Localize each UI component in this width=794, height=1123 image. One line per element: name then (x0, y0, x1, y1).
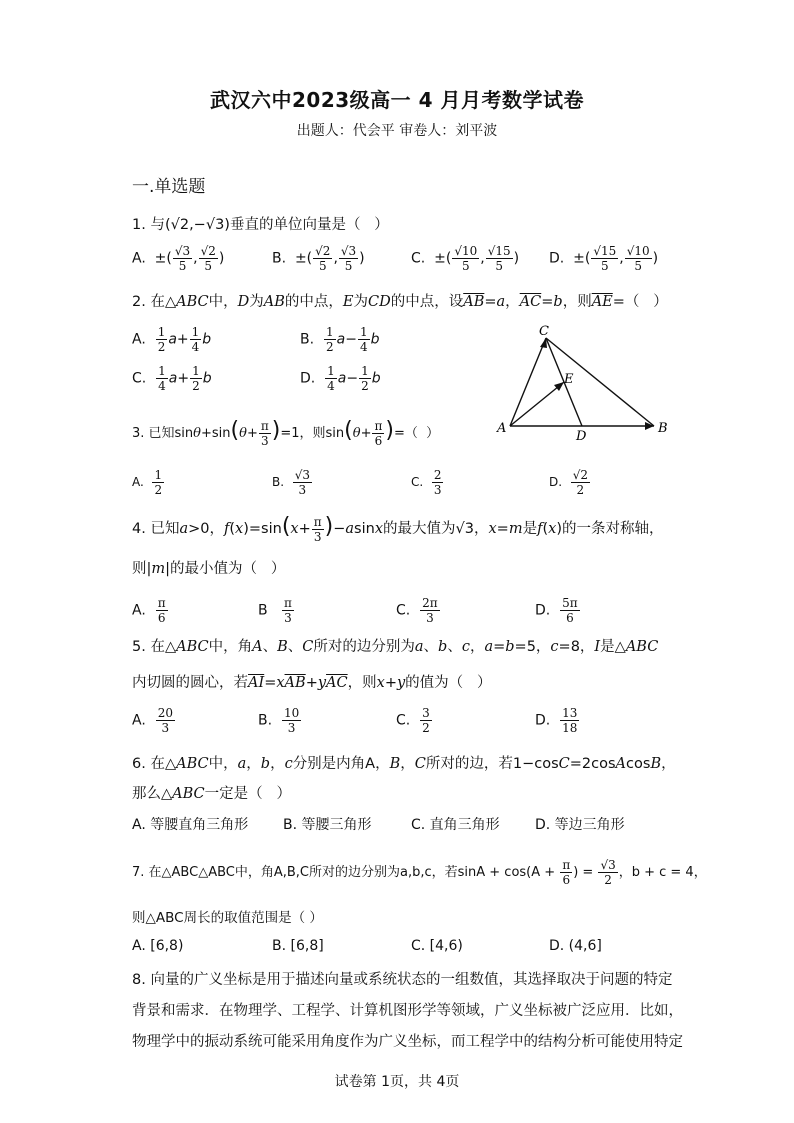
q1-option-b: B. ±( $\frac{√2}{5}$ , $\frac{√3}{5}$ ) (272, 244, 365, 273)
label-c: C (539, 324, 549, 339)
q5-option-c: C. $\frac{3}{2}$ (396, 706, 430, 735)
q4-option-d: D. $\frac{5\pi}{6}$ (535, 596, 578, 625)
q2-option-b: B. $\frac{1}{2}$ a− $\frac{1}{4}$ b (300, 325, 380, 354)
q4-stem: 4. 已知a>0，f(x)=sin(x+ $\frac{\pi}{3}$ )−asinx的最大值为√3，x=m是f(x)的一条对称轴， (132, 514, 664, 544)
label-b: B (658, 421, 668, 436)
q6-stem-2: 那么△ABC一定是（ ） (132, 786, 291, 802)
q1-option-d: D. ±( $\frac{√15}{5}$ , $\frac{√10}{5}$ ) (549, 244, 659, 273)
q7-stem-2: 则△ABC周长的取值范围是（ ） (132, 910, 323, 926)
q4-stem-2: 则|m|的最小值为（ ） (132, 561, 286, 577)
q1-option-a: A. ±( $\frac{√3}{5}$ , $\frac{√2}{5}$ ) (132, 244, 225, 273)
q6-option-a: A. 等腰直角三角形 (132, 817, 249, 833)
q6-option-c: C. 直角三角形 (411, 817, 500, 833)
exam-authors: 出题人：代会平 审卷人：刘平波 (296, 123, 498, 139)
q3-option-a: A. $\frac{1}{2}$ (132, 468, 163, 497)
q7-option-c: C. [4,6) (411, 938, 463, 954)
q3-option-b: B. $\frac{√3}{3}$ (272, 468, 310, 497)
q5-option-a: A. $\frac{20}{3}$ (132, 706, 173, 735)
section-heading: 一.单选题 (132, 177, 206, 197)
q3-option-d: D. $\frac{√2}{2}$ (549, 468, 588, 497)
q3-stem: 3. 已知sinθ+sin(θ+ $\frac{\pi}{3}$ )=1，则sin(θ+ $\frac{\pi}{6}$ )=（ ） (132, 418, 440, 448)
q2-option-c: C. $\frac{1}{4}$ a+ $\frac{1}{2}$ b (132, 364, 212, 393)
label-d: D (576, 429, 587, 444)
q2-option-d: D. $\frac{1}{4}$ a− $\frac{1}{2}$ b (300, 364, 381, 393)
label-a: A (497, 421, 507, 436)
q5-stem-2: 内切圆的圆心，若$\overline{AI}=x\overline{AB}+y\overline{AC}$，则x+y的值为（ ） (132, 675, 492, 691)
exam-title: 武汉六中2023级高一 4 月月考数学试卷 (209, 88, 584, 112)
q2-stem: 2. 在△ABC中，D为AB的中点，E为CD的中点，设$\overline{AB}=a$，$\overline{AC}=b$，则$\overline{AE}=$（ ） (132, 294, 668, 310)
label-e: E (564, 372, 574, 387)
q8-line-1: 8. 向量的广义坐标是用于描述向量或系统状态的一组数值，其选择取决于问题的特定 (132, 972, 673, 988)
q2-option-a: A. $\frac{1}{2}$ a+ $\frac{1}{4}$ b (132, 325, 212, 354)
q7-option-d: D. (4,6] (549, 938, 602, 954)
q1-option-c: C. ±( $\frac{√10}{5}$ , $\frac{√15}{5}$ ) (411, 244, 520, 273)
q4-option-b: B $\frac{\pi}{3}$ (258, 596, 292, 625)
q5-option-b: B. $\frac{10}{3}$ (258, 706, 300, 735)
q8-line-2: 背景和需求．在物理学、工程学、计算机图形学等领域，广义坐标被广泛应用．比如， (132, 1003, 683, 1019)
triangle-figure (494, 322, 674, 444)
q7-stem: 7. 在△ABC△ABC中，角A,B,C所对的边分别为a,b,c，若sinA + cos(A + $\frac{\pi}{6}$ ) = $\frac{√3}{2}$ ，b + c = 4， (132, 858, 707, 887)
q6-option-b: B. 等腰三角形 (283, 817, 372, 833)
q4-option-a: A. $\frac{\pi}{6}$ (132, 596, 166, 625)
q6-option-d: D. 等边三角形 (535, 817, 625, 833)
q8-line-3: 物理学中的振动系统可能采用角度作为广义坐标，而工程学中的结构分析可能使用特定 (132, 1034, 683, 1050)
page-footer: 试卷第 1页，共 4页 (334, 1074, 460, 1090)
q7-option-b: B. [6,8] (272, 938, 324, 954)
q6-stem: 6. 在△ABC中，a，b，c分别是内角A，B，C所对的边，若1−cosC=2cosAcosB， (132, 756, 676, 772)
q1-stem: 1. 与(√2,−√3)垂直的单位向量是（ ） (132, 217, 389, 233)
q4-option-c: C. $\frac{2\pi}{3}$ (396, 596, 438, 625)
q5-stem: 5. 在△ABC中，角A、B、C所对的边分别为a、b、c，a=b=5，c=8，I是△ABC (132, 639, 659, 655)
q7-option-a: A. [6,8) (132, 938, 184, 954)
q3-option-c: C. $\frac{2}{3}$ (411, 468, 442, 497)
q5-option-d: D. $\frac{13}{18}$ (535, 706, 578, 735)
